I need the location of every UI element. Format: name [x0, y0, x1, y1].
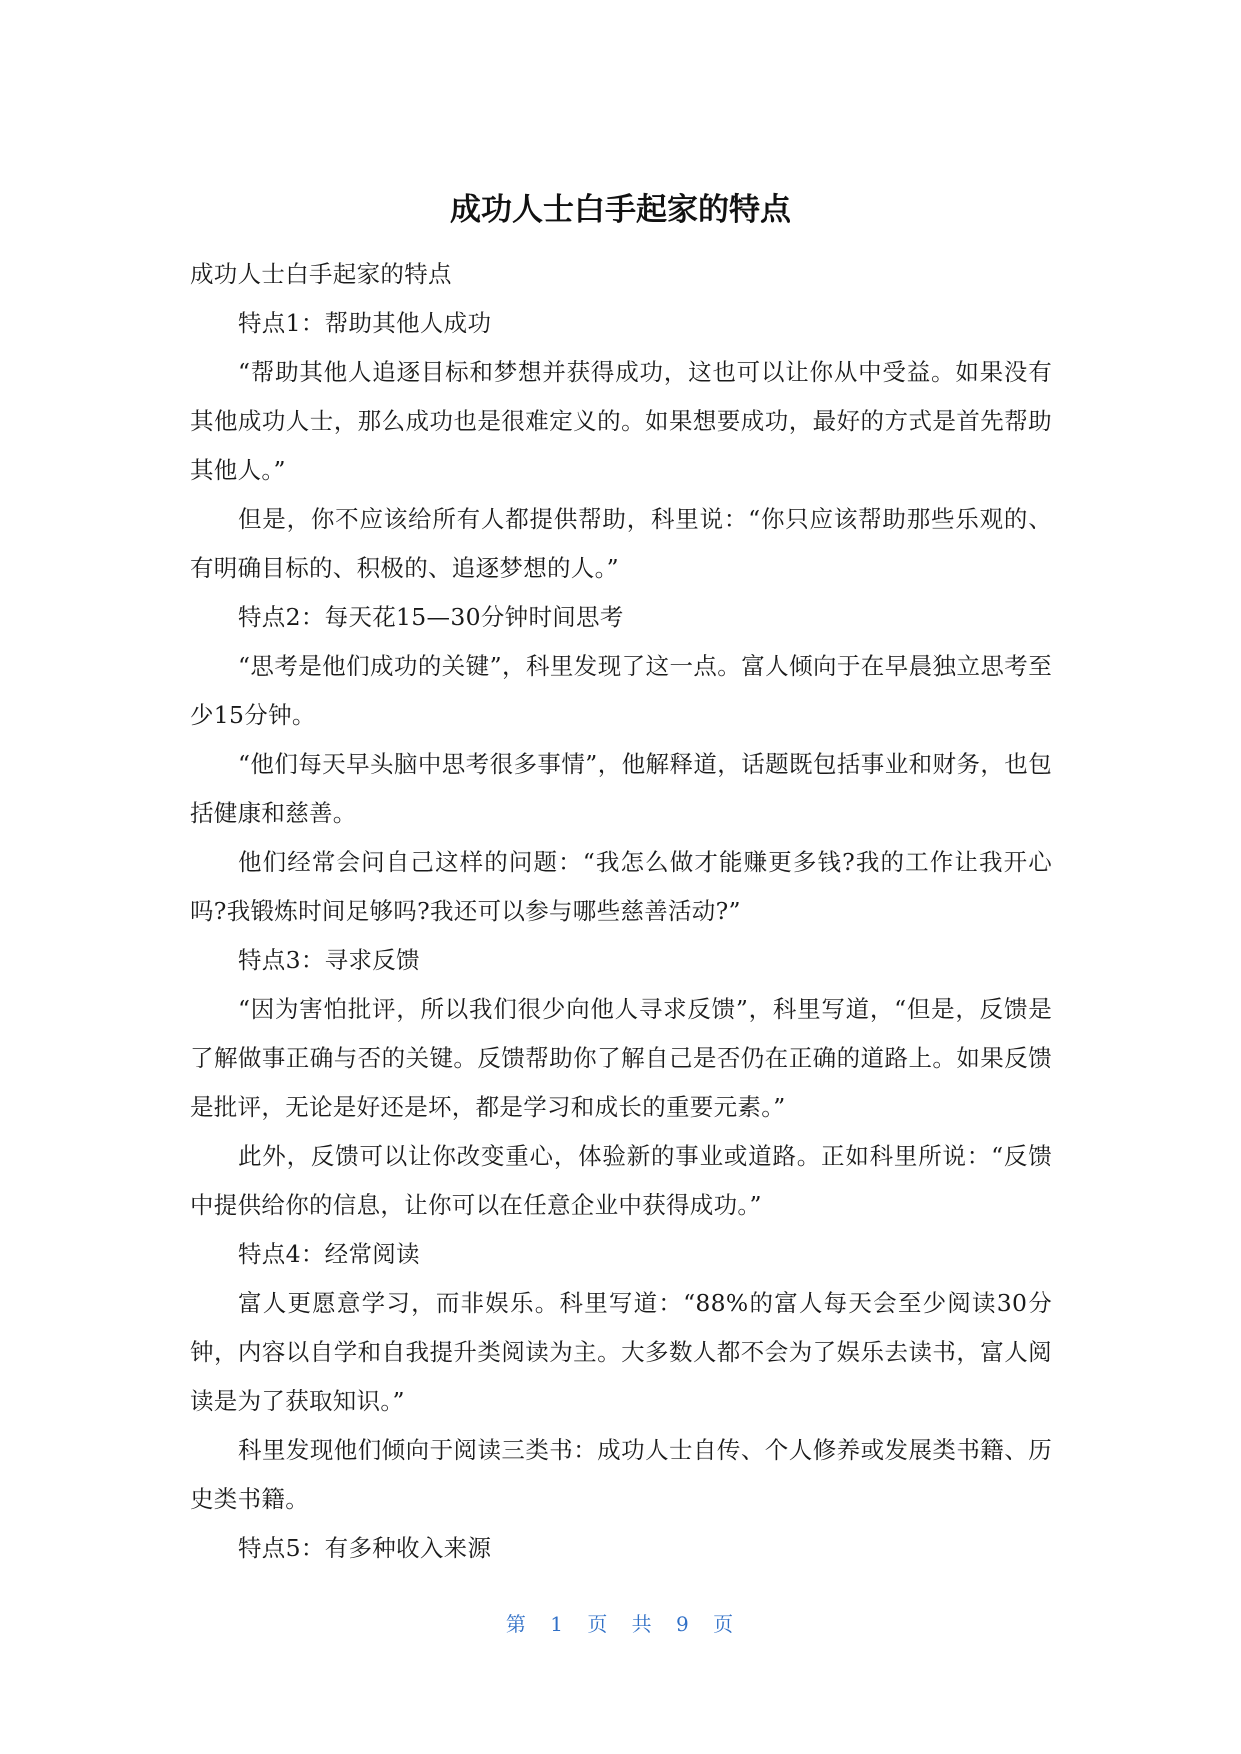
paragraph: 成功人士白手起家的特点 — [190, 260, 452, 288]
paragraph: 富人更愿意学习，而非娱乐。科里写道：“88%的富人每天会至少阅读30分钟，内容以自学和自我提升类阅读为主。大多数人都不会为了娱乐去读书，富人阅读是为了获取知识。” — [190, 1289, 1052, 1415]
paragraph: “思考是他们成功的关键”，科里发现了这一点。富人倾向于在早晨独立思考至少15分钟。 — [190, 652, 1052, 729]
paragraph: 科里发现他们倾向于阅读三类书：成功人士自传、个人修养或发展类书籍、历史类书籍。 — [190, 1436, 1052, 1513]
section-heading: 特点2：每天花15—30分钟时间思考 — [238, 603, 624, 631]
paragraph: “帮助其他人追逐目标和梦想并获得成功，这也可以让你从中受益。如果没有其他成功人士，那么成功也是很难定义的。如果想要成功，最好的方式是首先帮助其他人。” — [190, 358, 1052, 484]
section-heading: 特点1：帮助其他人成功 — [238, 309, 492, 337]
section-heading: 特点3：寻求反馈 — [238, 946, 420, 974]
page-number-footer: 第 1 页 共 9 页 — [505, 1612, 736, 1636]
document-body — [190, 250, 1052, 1573]
paragraph: “因为害怕批评，所以我们很少向他人寻求反馈”，科里写道，“但是，反馈是了解做事正确与否的关键。反馈帮助你了解自己是否仍在正确的道路上。如果反馈是批评，无论是好还是坏，都是学习和成长的重要元素。” — [190, 995, 1052, 1121]
section-heading: 特点4：经常阅读 — [238, 1240, 420, 1268]
section-heading: 特点5：有多种收入来源 — [238, 1534, 492, 1562]
document-title: 成功人士白手起家的特点 — [450, 192, 791, 228]
paragraph: 此外，反馈可以让你改变重心，体验新的事业或道路。正如科里所说：“反馈中提供给你的信息，让你可以在任意企业中获得成功。” — [190, 1142, 1052, 1219]
paragraph: 他们经常会问自己这样的问题：“我怎么做才能赚更多钱?我的工作让我开心吗?我锻炼时间足够吗?我还可以参与哪些慈善活动?” — [190, 848, 1052, 925]
paragraph: “他们每天早头脑中思考很多事情”，他解释道，话题既包括事业和财务，也包括健康和慈善。 — [190, 750, 1052, 827]
paragraph: 但是，你不应该给所有人都提供帮助，科里说：“你只应该帮助那些乐观的、有明确目标的、积极的、追逐梦想的人。” — [190, 505, 1052, 582]
